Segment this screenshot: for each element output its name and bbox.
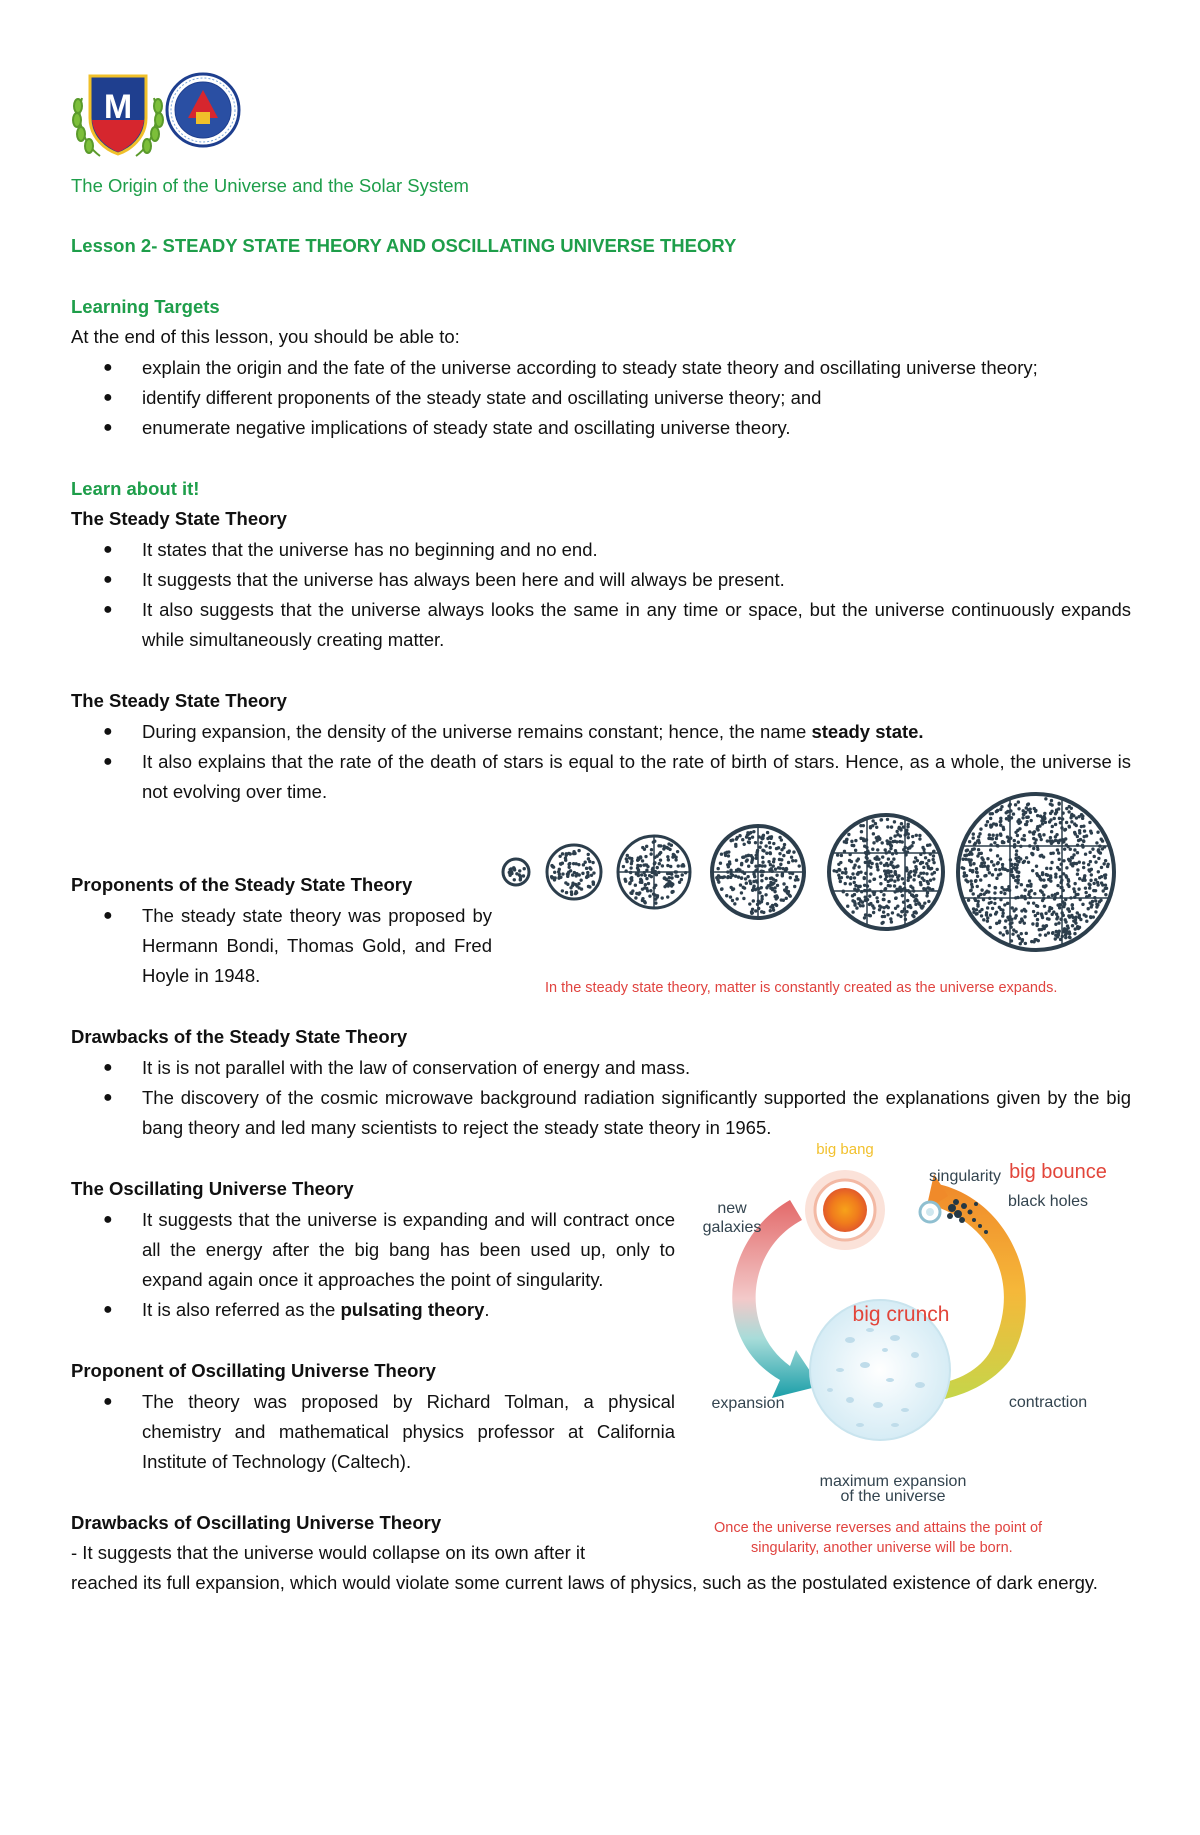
section-title: The Oscillating Universe Theory bbox=[71, 1178, 354, 1199]
school-logo bbox=[68, 68, 268, 168]
new-galaxies-label: new bbox=[717, 1200, 747, 1217]
figure-caption: Once the universe reverses and attains the point of bbox=[714, 1520, 1043, 1536]
universe-circle bbox=[547, 845, 601, 899]
figure-caption: In the steady state theory, matter is constantly created as the universe expands. bbox=[545, 980, 1058, 996]
section-title: Drawbacks of the Steady State Theory bbox=[71, 1026, 408, 1047]
big-bounce-label: big bounce bbox=[1009, 1161, 1107, 1183]
black-holes-label: black holes bbox=[1007, 1193, 1089, 1210]
bullet-icon: ● bbox=[103, 419, 113, 436]
bullet-icon: ● bbox=[103, 723, 113, 740]
section-title: Proponent of Oscillating Universe Theory bbox=[71, 1360, 436, 1381]
section-title: Proponents of the Steady State Theory bbox=[71, 874, 413, 895]
paragraph: reached its full expansion, which would violate some current laws of physics, such as the postulated existence of dark energy. bbox=[71, 1572, 1098, 1593]
learning-targets-heading: Learning Targets bbox=[71, 296, 220, 317]
bullet-icon: ● bbox=[103, 1089, 113, 1106]
paragraph: - It suggests that the universe would collapse on its own after it bbox=[71, 1542, 586, 1563]
universe-circle bbox=[618, 836, 690, 908]
section-title: The Steady State Theory bbox=[71, 508, 287, 529]
bullet-icon: ● bbox=[103, 907, 113, 924]
subject-title: The Origin of the Universe and the Solar System bbox=[71, 175, 469, 196]
bullet-icon: ● bbox=[103, 1301, 113, 1318]
bullet-icon: ● bbox=[103, 1393, 113, 1410]
section-title: The Steady State Theory bbox=[71, 690, 287, 711]
new-galaxies-label: galaxies bbox=[702, 1219, 762, 1236]
bullet-icon: ● bbox=[103, 1211, 113, 1228]
bullet-icon: ● bbox=[103, 753, 113, 770]
learn-heading: Learn about it! bbox=[71, 478, 200, 499]
oscillating-cycle-diagram bbox=[690, 1140, 1130, 1530]
section-title: Drawbacks of Oscillating Universe Theory bbox=[71, 1512, 442, 1533]
singularity-label: singularity bbox=[928, 1168, 1002, 1185]
universe-circle bbox=[829, 815, 943, 929]
max-expansion-label: of the universe bbox=[840, 1488, 946, 1505]
bullet-icon: ● bbox=[103, 601, 113, 618]
expansion-label: expansion bbox=[711, 1395, 785, 1412]
bullet-icon: ● bbox=[103, 359, 113, 376]
learning-targets-intro: At the end of this lesson, you should be able to: bbox=[71, 326, 460, 347]
bullet-icon: ● bbox=[103, 389, 113, 406]
big-crunch-label: big crunch bbox=[852, 1303, 950, 1326]
figure-caption: singularity, another universe will be born. bbox=[751, 1540, 1013, 1556]
steady-state-diagram bbox=[496, 792, 1126, 952]
max-expansion-label: maximum expansion bbox=[819, 1473, 967, 1490]
svg-text:M: M bbox=[103, 88, 133, 126]
universe-circle bbox=[712, 826, 804, 918]
bullet-icon: ● bbox=[103, 571, 113, 588]
contraction-label: contraction bbox=[1008, 1394, 1088, 1411]
lesson-title: Lesson 2- STEADY STATE THEORY AND OSCILLATING UNIVERSE THEORY bbox=[71, 235, 737, 256]
bullet-icon: ● bbox=[103, 1059, 113, 1076]
universe-circle bbox=[503, 859, 529, 885]
big-bang-label: big bang bbox=[816, 1141, 874, 1158]
bullet-icon: ● bbox=[103, 541, 113, 558]
universe-circle bbox=[958, 794, 1114, 950]
